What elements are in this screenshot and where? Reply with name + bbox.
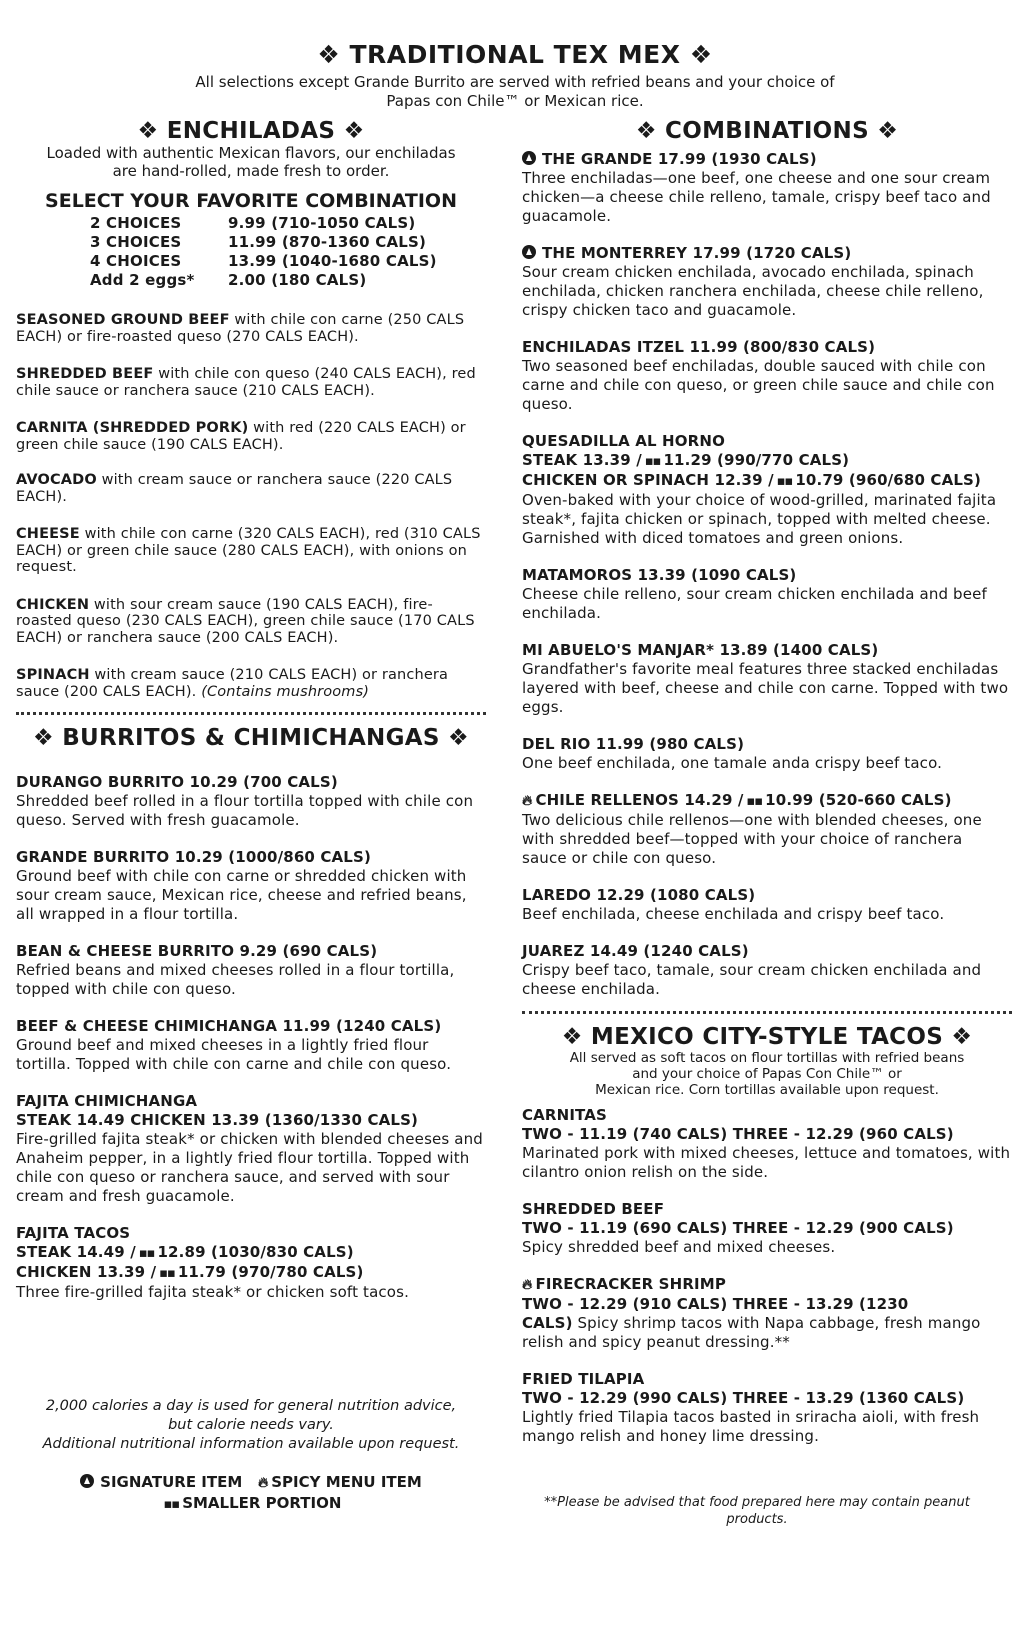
menu-item: [522, 150, 1012, 226]
item-title: DEL RIO 11.99 (980 CALS): [522, 735, 745, 753]
item-title: DURANGO BURRITO 10.29 (700 CALS): [16, 773, 338, 791]
menu-item: [522, 566, 1012, 623]
menu-item: [522, 735, 1012, 773]
item-desc: Three fire-grilled fajita steak* or chicken soft tacos.: [16, 1283, 410, 1301]
item-title: LAREDO 12.29 (1080 CALS): [522, 886, 756, 904]
note-line: products.: [726, 1512, 788, 1527]
option-note: (Contains mushrooms): [201, 683, 370, 700]
item-title: BEEF & CHEESE CHIMICHANGA 11.99 (1240 CALS): [16, 1017, 442, 1035]
item-desc: Grandfather's favorite meal features three stacked enchiladas layered with beef, cheese and chile con carne. Topped with two eggs.: [522, 660, 1009, 716]
item-desc: Oven-baked with your choice of wood-grilled, marinated fajita steak*, fajita chicken or spinach, topped with melted cheese. Garnished with diced tomatoes and green onions.: [522, 491, 997, 547]
combo-label: 4 CHOICES: [90, 252, 182, 270]
menu-item: [522, 1106, 1012, 1182]
menu-item: [522, 1200, 1012, 1257]
smaller-portion-icon: ▪▪: [644, 454, 661, 469]
price-part: CHICKEN OR SPINACH 12.39 /: [522, 471, 774, 489]
note-line: **Please be advised that food prepared here may contain peanut: [544, 1495, 970, 1510]
subtitle-line-2: Papas con Chile™ or Mexican rice.: [386, 92, 644, 110]
item-title: SHREDDED BEEF: [522, 1200, 665, 1218]
divider: [522, 1011, 1012, 1014]
menu-item: [522, 432, 1012, 548]
menu-item: [522, 244, 1012, 320]
combo-price: 13.99 (1040-1680 CALS): [228, 252, 437, 270]
item-title: FAJITA CHIMICHANGA: [16, 1092, 198, 1110]
menu-item: [16, 1224, 486, 1302]
combo-row: [90, 271, 486, 290]
item-title: CARNITAS: [522, 1106, 607, 1124]
menu-item: [16, 1092, 486, 1206]
signature-icon: [80, 1474, 94, 1488]
option-desc: with chile con queso (240 CALS EACH), red chile sauce or ranchera sauce (210 CALS EACH).: [16, 366, 476, 399]
item-title: [522, 244, 1012, 263]
title-text: THE GRANDE 17.99 (1930 CALS): [542, 150, 817, 168]
legend: [16, 1472, 486, 1515]
item-prices: TWO - 12.29 (990 CALS) THREE - 13.29 (1360 CALS): [522, 1389, 965, 1407]
option-name: CHICKEN: [16, 596, 90, 613]
option-desc: with cream sauce or ranchera sauce (220 CALS EACH).: [16, 472, 453, 505]
legend-smaller: SMALLER PORTION: [182, 1494, 342, 1512]
menu-item: [522, 791, 1012, 868]
enchiladas-intro: [16, 144, 486, 180]
item-desc: Three enchiladas—one beef, one cheese and one sour cream chicken—a cheese chile relleno, tamale, crispy beef taco and guacamole.: [522, 169, 991, 225]
item-prices: [522, 451, 1012, 471]
menu-item: [522, 1370, 1012, 1446]
flame-icon: 🔥︎: [522, 793, 533, 809]
header: [40, 40, 990, 111]
intro-line-1: Loaded with authentic Mexican flavors, our enchiladas: [46, 144, 456, 162]
enchilada-option: [16, 526, 486, 576]
item-title: [522, 791, 1012, 811]
item-title: JUAREZ 14.49 (1240 CALS): [522, 942, 749, 960]
combo-price: 2.00 (180 CALS): [228, 271, 367, 289]
smaller-portion-icon: ▪▪: [746, 794, 763, 809]
item-title: FAJITA TACOS: [16, 1224, 131, 1242]
item-desc: Ground beef and mixed cheeses in a lightly fried flour tortilla. Topped with chile con carne and chile con queso.: [16, 1036, 452, 1073]
nutrition-footnote: [16, 1397, 486, 1454]
title-text: THE MONTERREY 17.99 (1720 CALS): [542, 244, 852, 262]
flame-icon: 🔥︎: [522, 1277, 533, 1293]
footnote-line: but calorie needs vary.: [168, 1417, 334, 1433]
divider: [16, 712, 486, 715]
option-name: SEASONED GROUND BEEF: [16, 312, 230, 328]
item-title: GRANDE BURRITO 10.29 (1000/860 CALS): [16, 848, 371, 866]
combo-row: [90, 233, 486, 252]
page-title: ❖ TRADITIONAL TEX MEX ❖: [317, 40, 713, 69]
menu-item: [16, 848, 486, 924]
smaller-portion-icon: ▪▪: [138, 1246, 155, 1261]
enchiladas-title: ❖ ENCHILADAS ❖: [137, 118, 365, 144]
intro-line-2: are hand-rolled, made fresh to order.: [112, 162, 390, 180]
item-prices: TWO - 11.19 (690 CALS) THREE - 12.29 (900 CALS): [522, 1219, 954, 1237]
option-name: CHEESE: [16, 526, 80, 542]
item-desc: Cheese chile relleno, sour cream chicken enchilada and beef enchilada.: [522, 585, 987, 622]
intro-line-3: Mexican rice. Corn tortillas available upon request.: [595, 1082, 939, 1098]
enchilada-option: [16, 597, 486, 647]
menu-item: [522, 942, 1012, 999]
price-part: 11.79 (970/780 CALS): [177, 1263, 364, 1281]
item-prices: TWO - 12.29 (910 CALS) THREE - 13.29 (1230: [522, 1295, 909, 1313]
peanut-note: [522, 1494, 992, 1528]
option-name: SHREDDED BEEF: [16, 366, 154, 382]
combo-row: [90, 214, 486, 233]
menu-item: [16, 942, 486, 999]
item-desc: Lightly fried Tilapia tacos basted in sriracha aioli, with fresh mango relish and honey lime dressing.: [522, 1408, 980, 1445]
signature-icon: [522, 151, 536, 165]
option-desc: with chile con carne (320 CALS EACH), red (310 CALS EACH) or green chile sauce (280 CALS EACH), with onions on request.: [16, 526, 481, 575]
item-desc: One beef enchilada, one tamale anda crispy beef taco.: [522, 754, 943, 772]
item-prices: TWO - 11.19 (740 CALS) THREE - 12.29 (960 CALS): [522, 1125, 954, 1143]
item-title: BEAN & CHEESE BURRITO 9.29 (690 CALS): [16, 942, 378, 960]
price-part: 10.79 (960/680 CALS): [795, 471, 982, 489]
legend-row: [16, 1493, 486, 1515]
burritos-title: ❖ BURRITOS & CHIMICHANGAS ❖: [33, 725, 469, 751]
menu-item: [16, 773, 486, 830]
intro-line-1: All served as soft tacos on flour tortillas with refried beans: [569, 1050, 965, 1066]
footnote-line: Additional nutritional information available upon request.: [42, 1436, 460, 1452]
enchilada-option: [16, 472, 486, 505]
item-title: FRIED TILAPIA: [522, 1370, 645, 1388]
enchilada-option: [16, 312, 486, 345]
item-desc: Crispy beef taco, tamale, sour cream chicken enchilada and cheese enchilada.: [522, 961, 982, 998]
right-column: [522, 118, 1012, 1446]
enchilada-option: [16, 366, 486, 399]
item-desc: Marinated pork with mixed cheeses, lettuce and tomatoes, with cilantro onion relish on the side.: [522, 1144, 1011, 1181]
title-text: CHILE RELLENOS 14.29 /: [535, 791, 744, 809]
option-name: SPINACH: [16, 667, 90, 683]
price-part: STEAK 14.49 /: [16, 1243, 136, 1261]
option-name: CARNITA (SHREDDED PORK): [16, 420, 249, 436]
subtitle-line-1: All selections except Grande Burrito are served with refried beans and your choice of: [195, 73, 835, 91]
header-subtitle: [40, 73, 990, 111]
option-desc: with cream sauce (210 CALS EACH) or ranchera sauce (200 CALS EACH).: [16, 667, 449, 700]
menu-item: [522, 886, 1012, 924]
combinations-title: ❖ COMBINATIONS ❖: [635, 118, 899, 144]
title-text: FIRECRACKER SHRIMP: [535, 1275, 726, 1293]
smaller-portion-icon: ▪▪: [776, 474, 793, 489]
option-desc: with red (220 CALS EACH) or green chile sauce (190 CALS EACH).: [16, 420, 466, 453]
item-desc: Two seasoned beef enchiladas, double sauced with chile con carne and chile con queso, or green chile sauce and chile con queso.: [522, 357, 995, 413]
option-desc: with sour cream sauce (190 CALS EACH), fire-roasted queso (230 CALS EACH), green chile sauce (170 CALS EACH) or ranchera sauce (200 CALS EACH).: [16, 596, 475, 646]
combo-label: 2 CHOICES: [90, 214, 182, 232]
title-text: 10.99 (520-660 CALS): [765, 791, 952, 809]
item-title: MI ABUELO'S MANJAR* 13.89 (1400 CALS): [522, 641, 879, 659]
combo-price: 9.99 (710-1050 CALS): [228, 214, 416, 232]
signature-icon: [522, 245, 536, 259]
item-title: [522, 150, 1012, 169]
menu-item: [522, 1275, 1012, 1352]
left-column: [16, 118, 486, 1302]
item-title: [522, 1275, 1012, 1295]
item-prices: [522, 471, 1012, 491]
option-desc: with chile con carne (250 CALS EACH) or fire-roasted queso (270 CALS EACH).: [16, 312, 465, 345]
item-desc: Two delicious chile rellenos—one with blended cheeses, one with shredded beef—topped with your choice of ranchera sauce or chile con queso.: [522, 811, 982, 867]
price-part: 11.29 (990/770 CALS): [663, 451, 850, 469]
legend-signature: SIGNATURE ITEM: [100, 1473, 243, 1491]
flame-icon: 🔥︎: [257, 1475, 269, 1491]
price-part: CHICKEN 13.39 /: [16, 1263, 157, 1281]
item-desc: Fire-grilled fajita steak* or chicken with blended cheeses and Anaheim pepper, in a lightly fried flour tortilla. Topped with chile con queso or ranchera sauce, and served with sour cream and fresh guacamole.: [16, 1130, 483, 1205]
combo-price: 11.99 (870-1360 CALS): [228, 233, 427, 251]
intro-line-2: and your choice of Papas Con Chile™ or: [632, 1066, 902, 1082]
combo-row: [90, 252, 486, 271]
item-desc: Ground beef with chile con carne or shredded chicken with sour cream sauce, Mexican rice, cheese and refried beans, all wrapped in a flour tortilla.: [16, 867, 467, 923]
combo-title: SELECT YOUR FAVORITE COMBINATION: [45, 190, 457, 212]
smaller-portion-icon: ▪▪: [159, 1266, 175, 1281]
legend-row: [16, 1472, 486, 1493]
item-desc: Sour cream chicken enchilada, avocado enchilada, spinach enchilada, chicken ranchera enchilada, cheese chile relleno, crispy chicken taco and guacamole.: [522, 263, 984, 319]
item-desc: Shredded beef rolled in a flour tortilla topped with chile con queso. Served with fresh guacamole.: [16, 792, 474, 829]
menu-item: [522, 641, 1012, 717]
item-desc: Spicy shredded beef and mixed cheeses.: [522, 1238, 836, 1256]
item-title: ENCHILADAS ITZEL 11.99 (800/830 CALS): [522, 338, 876, 356]
footnote-line: 2,000 calories a day is used for general nutrition advice,: [45, 1398, 457, 1414]
combo-label: 3 CHOICES: [90, 233, 182, 251]
price-part: 12.89 (1030/830 CALS): [157, 1243, 354, 1261]
price-part: STEAK 13.39 /: [522, 451, 642, 469]
legend-spicy: SPICY MENU ITEM: [271, 1473, 422, 1491]
item-desc: [522, 1314, 1012, 1352]
item-title: MATAMOROS 13.39 (1090 CALS): [522, 566, 797, 584]
desc-text: Spicy shrimp tacos with Napa cabbage, fresh mango relish and spicy peanut dressing.**: [522, 1314, 981, 1351]
combo-label: Add 2 eggs*: [90, 271, 195, 289]
item-prices: [16, 1243, 486, 1263]
combo-table: [90, 214, 486, 290]
menu-item: [522, 338, 1012, 414]
enchilada-option: [16, 420, 486, 453]
item-desc: Refried beans and mixed cheeses rolled in a flour tortilla, topped with chile con queso.: [16, 961, 455, 998]
tacos-title: ❖ MEXICO CITY-STYLE TACOS ❖: [561, 1024, 973, 1050]
item-desc: Beef enchilada, cheese enchilada and crispy beef taco.: [522, 905, 945, 923]
item-prices: [16, 1263, 486, 1283]
item-prices: STEAK 14.49 CHICKEN 13.39 (1360/1330 CALS): [16, 1111, 419, 1129]
price-part: CALS): [522, 1314, 573, 1332]
item-title: QUESADILLA AL HORNO: [522, 432, 725, 450]
tacos-intro: [522, 1050, 1012, 1098]
menu-item: [16, 1017, 486, 1074]
enchilada-option: [16, 667, 486, 700]
option-name: AVOCADO: [16, 472, 97, 488]
smaller-portion-icon: ▪▪: [163, 1497, 180, 1512]
